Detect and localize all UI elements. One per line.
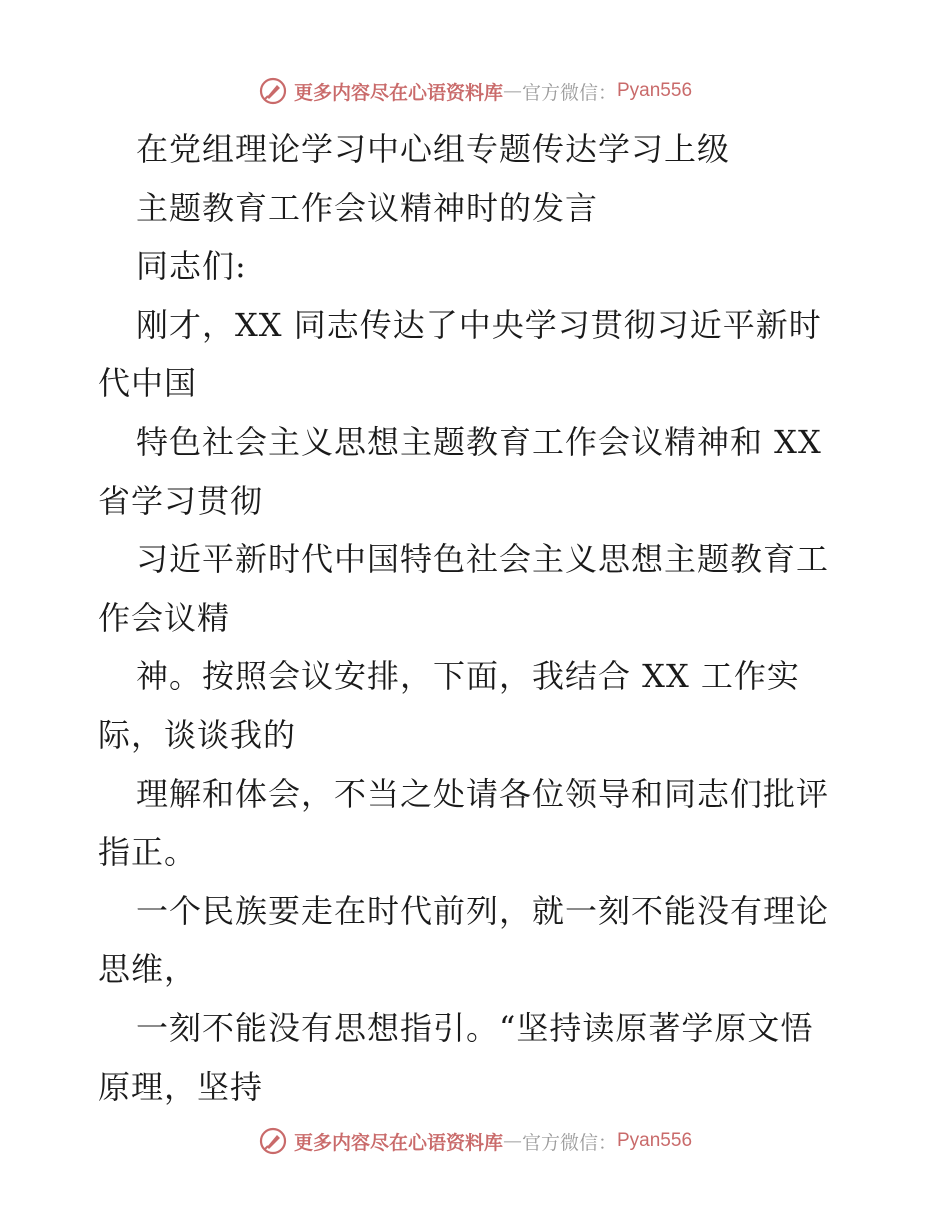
footer-watermark bbox=[0, 1121, 950, 1161]
watermark-sub-text: 官方微信： bbox=[521, 81, 617, 104]
salutation: 同志们: bbox=[136, 247, 247, 286]
paragraph-line: 代中国 bbox=[98, 364, 198, 403]
watermark-main-text: 更多内容尽在心语资料库 bbox=[293, 81, 503, 104]
pen-nib-logo-icon bbox=[258, 1126, 288, 1156]
title-line-1: 在党组理论学习中心组专题传达学习上级 bbox=[136, 130, 731, 168]
watermark-wechat-id: Pyan556 bbox=[617, 80, 693, 101]
paragraph-line: 思维， bbox=[98, 950, 198, 989]
header-watermark bbox=[0, 71, 950, 111]
paragraph-line: 神。按照会议安排，下面，我结合 XX 工作实 bbox=[136, 657, 800, 696]
paragraph-line: 原理，坚持 bbox=[98, 1067, 264, 1106]
watermark-dash: — bbox=[502, 1130, 522, 1152]
paragraph-line: 特色社会主义思想主题教育工作会议精神和 XX bbox=[136, 422, 822, 461]
paragraph-line: 指正。 bbox=[98, 833, 198, 872]
watermark-sub-text: 官方微信： bbox=[521, 1131, 617, 1154]
title-line-2: 主题教育工作会议精神时的发言 bbox=[136, 188, 599, 227]
paragraph-line: 省学习贯彻 bbox=[98, 481, 264, 520]
paragraph-line: 作会议精 bbox=[98, 598, 231, 637]
paragraph-line: 一刻不能没有思想指引。“坚持读原著学原文悟 bbox=[136, 1008, 814, 1047]
pen-nib-logo-icon bbox=[258, 76, 288, 106]
paragraph-line: 刚才，XX 同志传达了中央学习贯彻习近平新时 bbox=[136, 305, 822, 344]
paragraph-line: 一个民族要走在时代前列，就一刻不能没有理论 bbox=[136, 891, 830, 930]
paragraph-line: 习近平新时代中国特色社会主义思想主题教育工 bbox=[136, 540, 830, 579]
watermark-main-text: 更多内容尽在心语资料库 bbox=[293, 1131, 503, 1154]
paragraph-line: 际，谈谈我的 bbox=[98, 715, 297, 754]
document-body bbox=[98, 120, 858, 1116]
watermark-wechat-id: Pyan556 bbox=[617, 1130, 693, 1151]
watermark-dash: — bbox=[502, 80, 522, 102]
paragraph-line: 理解和体会，不当之处请各位领导和同志们批评 bbox=[136, 774, 830, 813]
